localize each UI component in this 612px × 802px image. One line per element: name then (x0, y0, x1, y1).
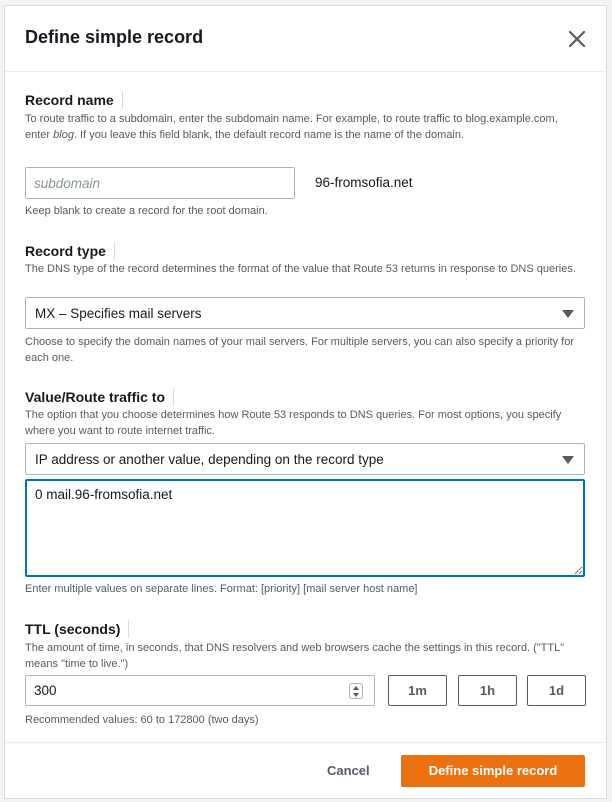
define-simple-record-button[interactable]: Define simple record (401, 755, 585, 787)
cancel-button[interactable]: Cancel (327, 763, 370, 778)
record-type-select[interactable] (25, 297, 585, 329)
record-name-hint: Keep blank to create a record for the root domain. (25, 205, 268, 217)
spinner-up-icon (353, 686, 359, 690)
ttl-input[interactable] (25, 675, 375, 706)
spinner-down-icon (353, 693, 359, 697)
record-name-label: Record name (25, 91, 123, 109)
ttl-1h-button[interactable]: 1h (458, 675, 517, 706)
value-description: The option that you choose determines how Route 53 responds to DNS queries. For most options, you specify where you want to route internet traffic. (25, 409, 562, 437)
value-hint: Enter multiple values on separate lines. Format: [priority] [mail server host name] (25, 583, 418, 595)
ttl-description: The amount of time, in seconds, that DNS resolvers and web browsers cache the settings in this record. ("TTL" means "time to live.") (25, 642, 565, 670)
modal-title: Define simple record (25, 27, 204, 47)
subdomain-input[interactable] (25, 167, 295, 199)
record-type-hint: Choose to specify the domain names of your mail servers. For multiple servers, you can also specify a priority for each one. (25, 336, 575, 364)
ttl-label: TTL (seconds) (25, 620, 129, 638)
value-label: Value/Route traffic to (25, 388, 174, 406)
modal-header (5, 6, 606, 72)
ttl-hint: Recommended values: 60 to 172800 (two days) (25, 714, 259, 726)
record-name-desc-italic: blog (53, 129, 74, 141)
record-name-description (25, 111, 585, 143)
record-name-desc-part1: To route traffic to a subdomain, enter the subdomain name. For example, to route traffic to blog.example.com, enter (25, 113, 558, 141)
record-type-label: Record type (25, 242, 115, 260)
record-type-selected: MX – Specifies mail servers (35, 306, 202, 321)
record-name-desc-part2: . If you leave this field blank, the default record name is the name of the domain. (73, 129, 465, 141)
caret-down-icon (562, 456, 574, 464)
caret-down-icon (562, 310, 574, 318)
close-button[interactable] (566, 28, 588, 50)
domain-suffix: 96-fromsofia.net (315, 175, 413, 190)
ttl-1m-button[interactable]: 1m (388, 675, 447, 706)
record-type-description: The DNS type of the record determines the format of the value that Route 53 returns in response to DNS queries. (25, 263, 576, 275)
value-type-select[interactable] (25, 443, 585, 475)
define-record-modal (4, 5, 607, 799)
value-type-selected: IP address or another value, depending on the record type (35, 452, 384, 467)
modal-footer (5, 742, 606, 798)
ttl-spinner[interactable] (349, 683, 363, 699)
value-textarea[interactable] (25, 479, 585, 577)
close-icon (566, 28, 588, 50)
ttl-1d-button[interactable]: 1d (527, 675, 586, 706)
